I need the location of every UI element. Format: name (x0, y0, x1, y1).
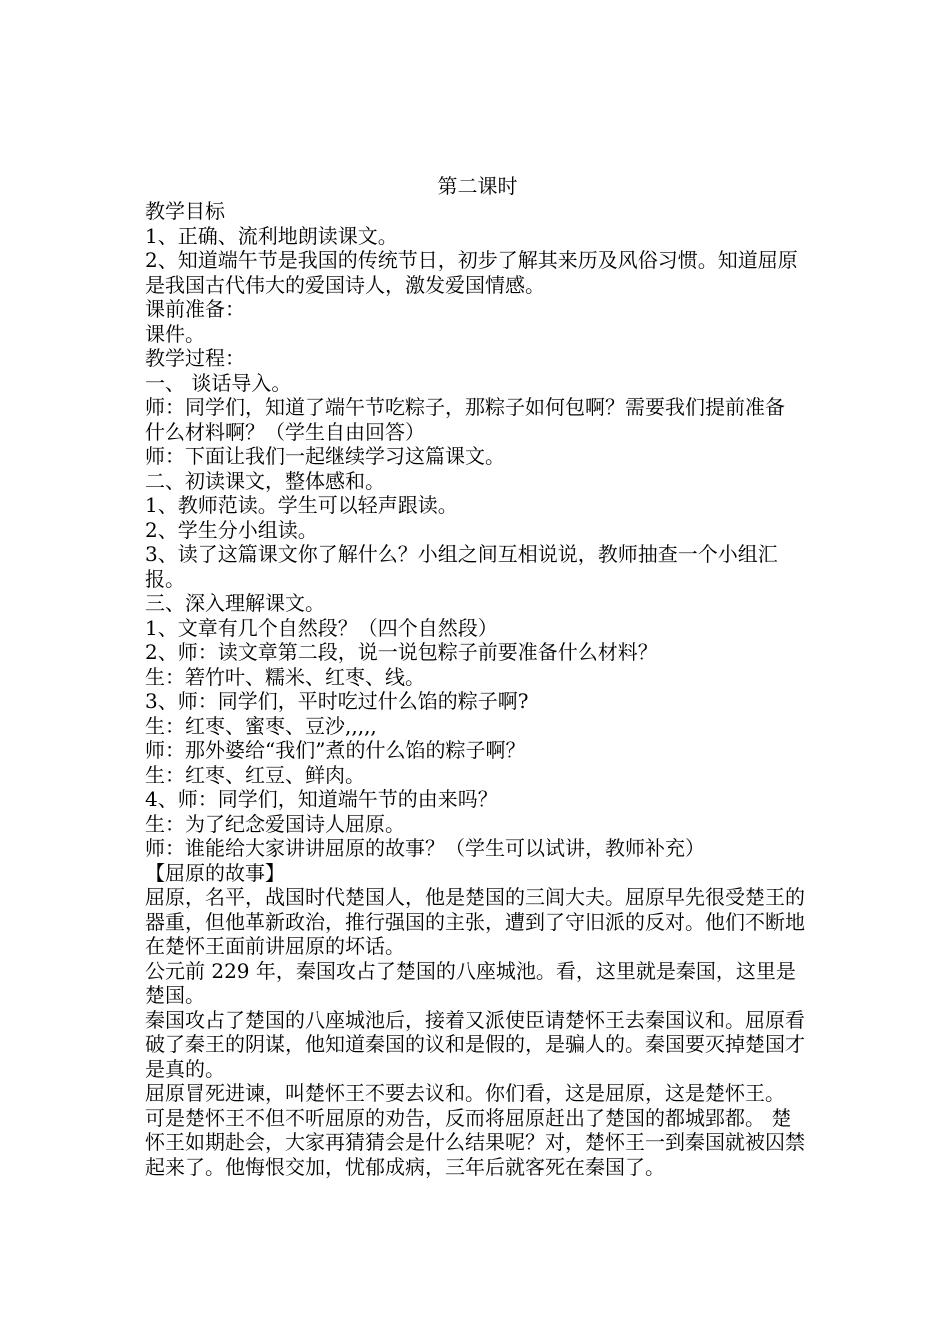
story-paragraph: 屈原，名平，战国时代楚国人，他是楚国的三闾大夫。屈原早先很受楚王的器重，但他革新政治，推行强国的主张，遭到了守旧派的反对。他们不断地在楚怀王面前讲屈原的坏话。 (145, 885, 805, 958)
paragraph: 2、师：读文章第二段，说一说包粽子前要准备什么材料？ (145, 640, 658, 664)
lesson-title: 第二课时 (437, 174, 518, 198)
story-heading: 【屈原的故事】 (145, 860, 285, 885)
document-body (145, 174, 810, 1179)
objective-item-1: 1、正确、流利地朗读课文。 (145, 223, 398, 248)
section-1-heading: 一、 谈话导入。 (145, 370, 292, 395)
paragraph: 生：红枣、红豆、鲜肉。 (145, 762, 365, 787)
preparation-text: 课件。 (145, 321, 205, 346)
paragraph: 4、师：同学们，知道端午节的由来吗？ (145, 787, 498, 811)
story-paragraph: 秦国攻占了楚国的八座城池后，接着又派使臣请楚怀王去秦国议和。屈原看破了秦王的阴谋，他知道秦国的议和是假的，是骗人的。秦国要灭掉楚国才是真的。 (145, 1007, 805, 1081)
heading-preparation: 课前准备： (145, 297, 245, 321)
paragraph: 1、文章有几个自然段？（四个自然段） (145, 615, 498, 640)
heading-teaching-process: 教学过程： (145, 346, 245, 370)
paragraph: 2、学生分小组读。 (145, 517, 318, 542)
section-2-heading: 二、初读课文，整体感和。 (145, 468, 385, 493)
section-3-heading: 三、深入理解课文。 (145, 591, 325, 615)
paragraph: 师：谁能给大家讲讲屈原的故事？（学生可以试讲，教师补充） (145, 836, 705, 860)
paragraph: 生：红枣、蜜枣、豆沙,,,,, (145, 713, 377, 738)
paragraph: 生：为了纪念爱国诗人屈原。 (145, 811, 405, 836)
paragraph: 3、读了这篇课文你了解什么？小组之间互相说说，教师抽查一个小组汇报。 (145, 542, 778, 591)
story-paragraph: 公元前 229 年，秦国攻占了楚国的八座城池。看，这里就是秦国，这里是楚国。 (145, 958, 796, 1007)
paragraph: 1、教师范读。学生可以轻声跟读。 (145, 493, 458, 517)
heading-teaching-objectives: 教学目标 (145, 199, 225, 223)
paragraph: 生：箬竹叶、糯米、红枣、线。 (145, 664, 425, 689)
story-paragraph: 屈原冒死进谏，叫楚怀王不要去议和。你们看，这是屈原，这是楚怀王。 可是楚怀王不但不听屈原的劝告，反而将屈原赶出了楚国的都城郢都。 楚怀王如期赴会，大家再猜猜会是什么结果呢？对，楚怀王一到秦国就被囚禁起来了。他悔恨交加，忧郁成病，三年后就客死在秦国了。 (145, 1081, 805, 1179)
objective-item-2: 2、知道端午节是我国的传统节日，初步了解其来历及风俗习惯。知道屈原是我国古代伟大的爱国诗人，激发爱国情感。 (145, 248, 798, 297)
paragraph: 师：下面让我们一起继续学习这篇课文。 (145, 444, 505, 468)
paragraph: 师：那外婆给“我们”煮的什么馅的粽子啊？ (145, 738, 526, 762)
paragraph: 师：同学们，知道了端午节吃粽子，那粽子如何包啊？需要我们提前准备 什么材料啊？（学生自由回答） (145, 395, 792, 444)
paragraph: 3、师：同学们，平时吃过什么馅的粽子啊? (145, 689, 529, 713)
